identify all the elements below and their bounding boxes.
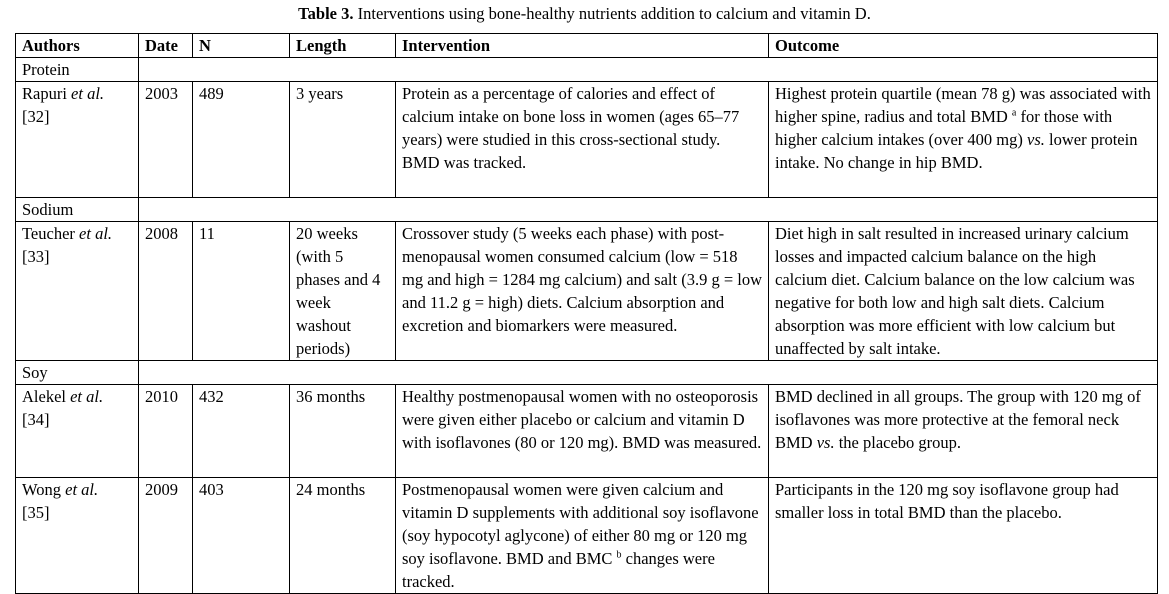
author-ref: [35] [22, 503, 50, 522]
outcome-vs: vs. [1027, 130, 1045, 149]
table-row [16, 82, 1158, 198]
cell-author [16, 222, 139, 361]
author-name: Rapuri [22, 84, 67, 103]
table-row [16, 478, 1158, 594]
header-intervention: Intervention [396, 34, 769, 58]
table-row [16, 222, 1158, 361]
cell-intervention [396, 478, 769, 594]
section-label: Protein [16, 58, 139, 82]
footnote-marker: a [1011, 107, 1017, 119]
cell-intervention: Healthy postmenopausal women with no osteoporosis were given either placebo or calcium and vitamin D with isoflavones (80 or 120 mg). BMD was measured. [396, 385, 769, 478]
cell-author [16, 478, 139, 594]
footnote-marker: b [616, 549, 622, 561]
header-outcome: Outcome [769, 34, 1158, 58]
section-label: Soy [16, 361, 139, 385]
table-row [16, 385, 1158, 478]
section-filler [139, 58, 1158, 82]
cell-length: 24 months [290, 478, 396, 594]
outcome-vs: vs. [816, 433, 835, 452]
table-caption [0, 1, 1169, 27]
section-filler [139, 198, 1158, 222]
section-row-sodium [16, 198, 1158, 222]
header-n: N [193, 34, 290, 58]
cell-n: 432 [193, 385, 290, 478]
cell-author [16, 385, 139, 478]
cell-outcome: Diet high in salt resulted in increased urinary calcium losses and impacted calcium balance on the high calcium diet. Calcium balance on the low calcium was negative for both low and high salt diets. Calcium absorption was more efficient with low calcium but unaffected by salt intake. [769, 222, 1158, 361]
cell-outcome [769, 82, 1158, 198]
interventions-table [15, 33, 1158, 594]
section-label: Sodium [16, 198, 139, 222]
author-name: Wong [22, 480, 62, 499]
header-length: Length [290, 34, 396, 58]
author-etal: et al. [65, 480, 99, 499]
cell-n: 11 [193, 222, 290, 361]
header-date: Date [139, 34, 193, 58]
author-name: Alekel [22, 387, 66, 406]
author-name: Teucher [22, 224, 75, 243]
cell-intervention: Crossover study (5 weeks each phase) with post-menopausal women consumed calcium (low = 518 mg and high = 1284 mg calcium) and salt (3.9 g = low and 11.2 g = high) diets. Calcium absorption and excretion and biomarkers were measured. [396, 222, 769, 361]
cell-n: 403 [193, 478, 290, 594]
intervention-text: changes were tracked. [402, 549, 715, 591]
author-ref: [33] [22, 247, 50, 266]
section-filler [139, 361, 1158, 385]
header-authors: Authors [16, 34, 139, 58]
author-ref: [34] [22, 410, 50, 429]
cell-author [16, 82, 139, 198]
cell-intervention: Protein as a percentage of calories and effect of calcium intake on bone loss in women (ages 65–77 years) were studied in this cross-sectional study. BMD was tracked. [396, 82, 769, 198]
cell-length: 36 months [290, 385, 396, 478]
cell-date: 2010 [139, 385, 193, 478]
section-row-protein [16, 58, 1158, 82]
outcome-text: Highest protein quartile (mean 78 g) was associated with higher spine, radius and total BMD [775, 84, 1151, 126]
intervention-text: Postmenopausal women were given calcium and vitamin D supplements with additional soy isoflavone (soy hypocotyl aglycone) of either 80 mg or 120 mg soy isoflavone. BMD and BMC [402, 480, 759, 568]
outcome-text: for those with higher calcium intakes (over 400 mg) [775, 107, 1113, 149]
cell-length: 3 years [290, 82, 396, 198]
outcome-text: the placebo group. [834, 433, 962, 452]
outcome-text: BMD declined in all groups. The group with 120 mg of isoflavones was more protective at the femoral neck BMD [775, 387, 1141, 452]
caption-label: Table 3. [298, 4, 354, 23]
cell-length: 20 weeks (with 5 phases and 4 week washout periods) [290, 222, 396, 361]
cell-n: 489 [193, 82, 290, 198]
cell-date: 2008 [139, 222, 193, 361]
author-etal: et al. [70, 387, 104, 406]
cell-date: 2009 [139, 478, 193, 594]
cell-outcome: Participants in the 120 mg soy isoflavone group had smaller loss in total BMD than the placebo. [769, 478, 1158, 594]
caption-text: Interventions using bone-healthy nutrients addition to calcium and vitamin D. [353, 4, 871, 23]
outcome-text: lower protein intake. No change in hip BMD. [775, 130, 1138, 172]
author-etal: et al. [71, 84, 105, 103]
author-etal: et al. [79, 224, 113, 243]
cell-outcome [769, 385, 1158, 478]
cell-date: 2003 [139, 82, 193, 198]
header-row [16, 34, 1158, 58]
section-row-soy [16, 361, 1158, 385]
author-ref: [32] [22, 107, 50, 126]
